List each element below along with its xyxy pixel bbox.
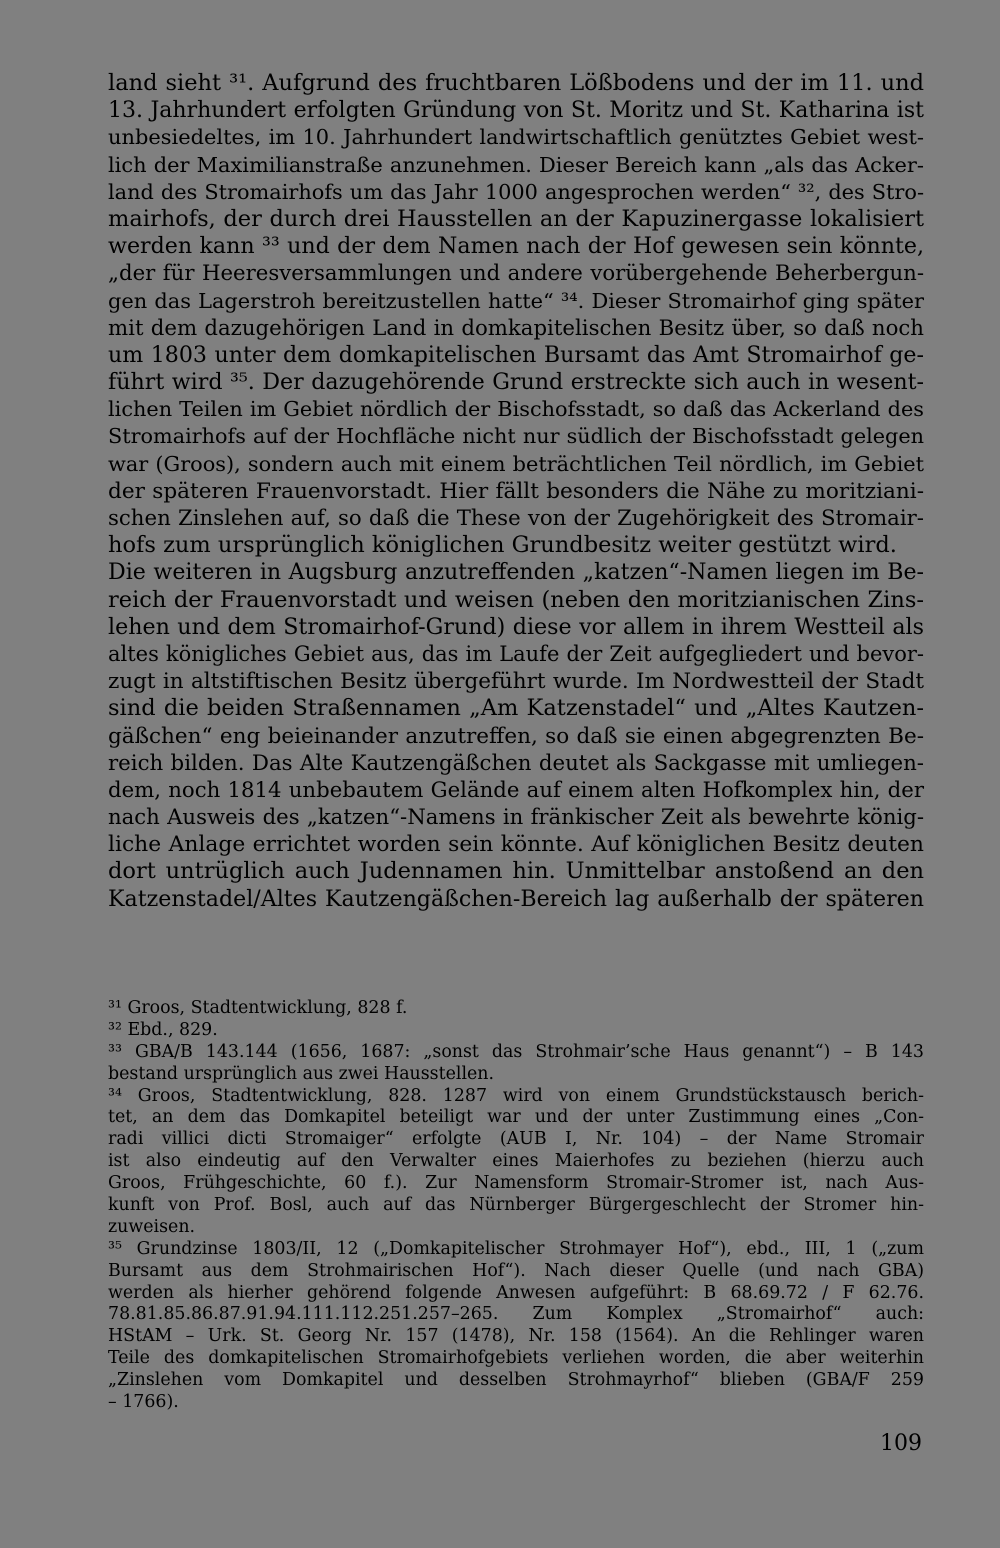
footnote-line: Bursamt aus dem Strohmairischen Hof“). Nach dieser Quelle (und nach GBA) xyxy=(108,1260,924,1281)
body-line: dort untrüglich auch Judennamen hin. Unmittelbar anstoßend an den xyxy=(108,858,924,885)
body-line: land sieht ³¹. Aufgrund des fruchtbaren Lößbodens und der im 11. und xyxy=(108,70,924,96)
body-line: sind die beiden Straßennamen „Am Katzenstadel“ und „Altes Kautzen- xyxy=(108,695,924,722)
footnote-line: ³³ GBA/B 143.144 (1656, 1687: „sonst das Strohmair’sche Haus genannt“) – B 143 xyxy=(108,1041,924,1062)
footnote-line: tet, an dem das Domkapitel beteiligt war und der unter Zustimmung eines „Con- xyxy=(108,1107,924,1128)
body-line: gäßchen“ eng beieinander anzutreffen, so daß sie einen abgegrenzten Be- xyxy=(108,723,924,749)
footnote-line: Teile des domkapitelischen Stromairhofgebiets verliehen worden, die aber weiterhin xyxy=(108,1348,924,1369)
footnote-line: 78.81.85.86.87.91.94.111.112.251.257–265. Zum Komplex „Stromairhof“ auch: xyxy=(108,1304,924,1325)
footnote-line: kunft von Prof. Bosl, auch auf das Nürnberger Bürgergeschlecht der Stromer hin- xyxy=(108,1195,924,1216)
body-line: land des Stromairhofs um das Jahr 1000 angesprochen werden“ ³², des Stro- xyxy=(108,179,924,204)
body-line: reich bilden. Das Alte Kautzengäßchen deutet als Sackgasse mit umliegen- xyxy=(108,750,924,776)
body-line: der späteren Frauenvorstadt. Hier fällt besonders die Nähe zu moritziani- xyxy=(108,478,924,504)
footnote-line: ³² Ebd., 829. xyxy=(108,1019,218,1040)
body-line: hofs zum ursprünglich königlichen Grundbesitz weiter gestützt wird. xyxy=(108,532,897,559)
footnote-line: werden als hierher gehörend folgende Anwesen aufgeführt: B 68.69.72 / F 62.76. xyxy=(108,1282,924,1303)
body-line: schen Zinslehen auf, so daß die These von der Zugehörigkeit des Stromair- xyxy=(108,506,924,531)
footnote-line: bestand ursprünglich aus zwei Hausstellen. xyxy=(108,1063,495,1084)
body-line: gen das Lagerstroh bereitzustellen hatte“ ³⁴. Dieser Stromairhof ging später xyxy=(108,288,924,313)
body-text xyxy=(108,70,924,913)
body-line: führt wird ³⁵. Der dazugehörende Grund erstreckte sich auch in wesent- xyxy=(108,369,924,396)
body-line: Die weiteren in Augsburg anzutreffenden „katzen“-Namen liegen im Be- xyxy=(108,560,924,586)
body-line: mit dem dazugehörigen Land in domkapitelischen Besitz über, so daß noch xyxy=(108,315,924,341)
footnote-line: ist also eindeutig auf den Verwalter eines Maierhofes zu beziehen (hierzu auch xyxy=(108,1151,924,1172)
body-line: nach Ausweis des „katzen“-Namens in fränkischer Zeit als bewehrte könig- xyxy=(108,805,924,831)
footnote-line: HStAM – Urk. St. Georg Nr. 157 (1478), Nr. 158 (1564). An die Rehlinger waren xyxy=(108,1326,924,1347)
footnote-line: ³⁴ Groos, Stadtentwicklung, 828. 1287 wird von einem Grundstückstausch berich- xyxy=(108,1085,924,1106)
body-line: 13. Jahrhundert erfolgten Gründung von St. Moritz und St. Katharina ist xyxy=(108,98,924,124)
body-line: lichen Teilen im Gebiet nördlich der Bischofsstadt, so daß das Ackerland des xyxy=(108,397,924,422)
body-line: zugt in altstiftischen Besitz übergeführt wurde. Im Nordwestteil der Stadt xyxy=(108,669,924,695)
body-line: um 1803 unter dem domkapitelischen Bursamt das Amt Stromairhof ge- xyxy=(108,341,924,368)
body-line: war (Groos), sondern auch mit einem beträchtlichen Teil nördlich, im Gebiet xyxy=(108,451,924,476)
footnote-line: ³⁵ Grundzinse 1803/II, 12 („Domkapitelischer Strohmayer Hof“), ebd., III, 1 („zum xyxy=(108,1238,924,1259)
body-line: lehen und dem Stromairhof-Grund) diese vor allem in ihrem Westteil als xyxy=(108,613,924,640)
footnote-line: – 1766). xyxy=(108,1392,179,1413)
footnotes xyxy=(108,998,924,1414)
body-line: werden kann ³³ und der dem Namen nach der Hof gewesen sein könnte, xyxy=(108,233,924,260)
page-number: 109 xyxy=(880,1431,922,1456)
body-line: Katzenstadel/Altes Kautzengäßchen-Bereich lag außerhalb der späteren xyxy=(108,885,924,912)
body-line: liche Anlage errichtet worden sein könnte. Auf königlichen Besitz deuten xyxy=(108,832,924,858)
body-line: mairhofs, der durch drei Hausstellen an der Kapuzinergasse lokalisiert xyxy=(108,205,924,232)
footnote-line: Groos, Frühgeschichte, 60 f.). Zur Namensform Stromair-Stromer ist, nach Aus- xyxy=(108,1173,924,1194)
footnote-line: ³¹ Groos, Stadtentwicklung, 828 f. xyxy=(108,998,408,1018)
footnote-line: „Zinslehen vom Domkapitel und desselben Strohmayrhof“ blieben (GBA/F 259 xyxy=(108,1370,924,1391)
body-line: „der für Heeresversammlungen und andere vorübergehende Beherbergun- xyxy=(108,261,924,287)
body-line: lich der Maximilianstraße anzunehmen. Dieser Bereich kann „als das Acker- xyxy=(108,152,924,177)
body-line: unbesiedeltes, im 10. Jahrhundert landwirtschaftlich genütztes Gebiet west- xyxy=(108,125,924,150)
footnote-line: radi villici dicti Stromaiger“ erfolgte (AUB I, Nr. 104) – der Name Stromair xyxy=(108,1129,924,1150)
body-line: dem, noch 1814 unbebautem Gelände auf einem alten Hofkomplex hin, der xyxy=(108,777,924,803)
body-line: altes königliches Gebiet aus, das im Laufe der Zeit aufgegliedert und bevor- xyxy=(108,641,924,666)
body-line: Stromairhofs auf der Hochfläche nicht nur südlich der Bischofsstadt gelegen xyxy=(108,424,924,449)
footnote-line: zuweisen. xyxy=(108,1216,196,1237)
body-line: reich der Frauenvorstadt und weisen (neben den moritzianischen Zins- xyxy=(108,586,924,613)
